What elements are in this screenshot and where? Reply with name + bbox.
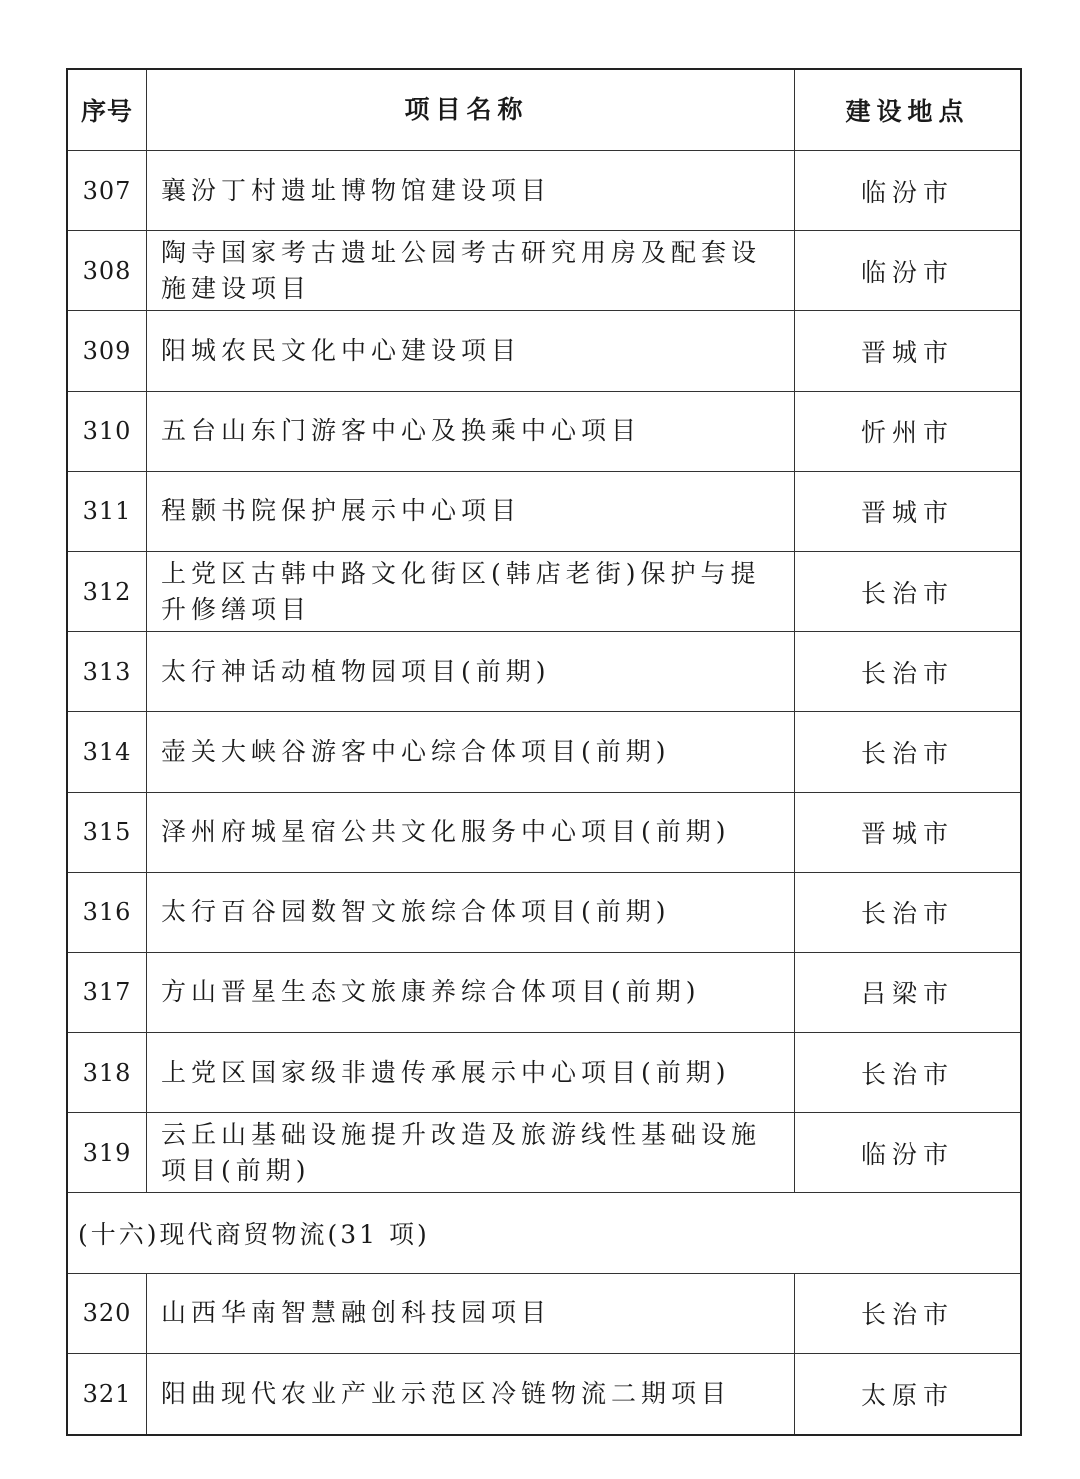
row-place: 长治市: [860, 738, 954, 768]
row-num: 313: [68, 632, 147, 711]
row-place: 长治市: [860, 1300, 954, 1330]
row-place: 晋城市: [860, 337, 954, 367]
header-num: 序号: [68, 70, 147, 150]
row-num: 319: [68, 1113, 147, 1192]
row-place: 临汾市: [860, 257, 954, 287]
row-name: 壶关大峡谷游客中心综合体项目(前期): [147, 712, 795, 791]
row-place: 临汾市: [860, 1139, 954, 1169]
table-row: [68, 1354, 1020, 1434]
table-row: [68, 1274, 1020, 1354]
table-row: [68, 632, 1020, 712]
row-num: 307: [68, 151, 147, 230]
row-name: 太行神话动植物园项目(前期): [147, 632, 795, 711]
row-name: 泽州府城星宿公共文化服务中心项目(前期): [147, 793, 795, 872]
table-row: [68, 552, 1020, 632]
table-row: [68, 1113, 1020, 1193]
row-name: 阳曲现代农业产业示范区冷链物流二期项目: [147, 1354, 795, 1434]
row-name: 襄汾丁村遗址博物馆建设项目: [147, 151, 795, 230]
row-num: 309: [68, 311, 147, 390]
row-place: 忻州市: [860, 418, 954, 448]
row-num: 315: [68, 793, 147, 872]
table-row: [68, 712, 1020, 792]
row-num: 311: [68, 472, 147, 551]
table-row: [68, 953, 1020, 1033]
row-num: 316: [68, 873, 147, 952]
row-name: 方山晋星生态文旅康养综合体项目(前期): [147, 953, 795, 1032]
row-name: 程颢书院保护展示中心项目: [147, 472, 795, 551]
row-name: 上党区古韩中路文化街区(韩店老街)保护与提升修缮项目: [147, 552, 795, 631]
row-place: 长治市: [860, 578, 954, 608]
row-place: 长治市: [860, 658, 954, 688]
row-name: 五台山东门游客中心及换乘中心项目: [147, 392, 795, 471]
table-row: [68, 392, 1020, 472]
header-name: 项目名称: [147, 70, 795, 150]
row-place: 太原市: [860, 1380, 954, 1410]
row-name: 上党区国家级非遗传承展示中心项目(前期): [147, 1033, 795, 1112]
row-place: 晋城市: [860, 498, 954, 528]
row-num: 312: [68, 552, 147, 631]
table-row: [68, 311, 1020, 391]
table-row: [68, 1033, 1020, 1113]
row-num: 310: [68, 392, 147, 471]
row-name: 太行百谷园数智文旅综合体项目(前期): [147, 873, 795, 952]
row-num: 314: [68, 712, 147, 791]
table-row: [68, 231, 1020, 311]
row-place: 晋城市: [860, 819, 954, 849]
section-row: [68, 1193, 1020, 1273]
table-row: [68, 151, 1020, 231]
row-name: 陶寺国家考古遗址公园考古研究用房及配套设施建设项目: [147, 231, 795, 310]
row-num: 321: [68, 1354, 147, 1434]
table-row: [68, 793, 1020, 873]
row-num: 308: [68, 231, 147, 310]
table-header: [68, 70, 1020, 151]
row-name: 云丘山基础设施提升改造及旅游线性基础设施项目(前期): [147, 1113, 795, 1192]
table-row: [68, 873, 1020, 953]
row-num: 318: [68, 1033, 147, 1112]
row-num: 320: [68, 1274, 147, 1353]
project-table: [66, 68, 1022, 1436]
row-place: 临汾市: [860, 177, 954, 207]
row-name: 阳城农民文化中心建设项目: [147, 311, 795, 390]
section-title: (十六)现代商贸物流(31 项): [78, 1220, 430, 1250]
row-place: 长治市: [860, 1059, 954, 1089]
row-place: 长治市: [860, 899, 954, 929]
row-num: 317: [68, 953, 147, 1032]
table-row: [68, 472, 1020, 552]
header-place: 建设地点: [845, 97, 970, 126]
row-place: 吕梁市: [860, 979, 954, 1009]
row-name: 山西华南智慧融创科技园项目: [147, 1274, 795, 1353]
